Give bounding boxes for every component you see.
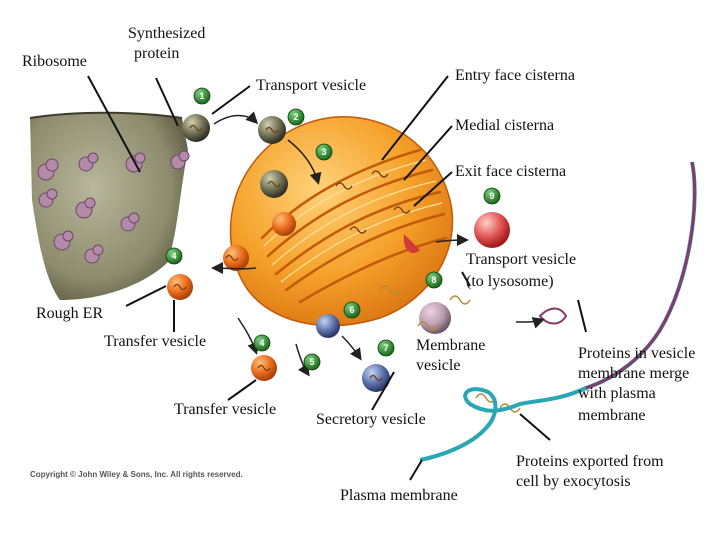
- svg-text:8: 8: [431, 275, 437, 285]
- label-lysosome-vesicle-line2: (to lysosome): [466, 273, 554, 290]
- svg-text:6: 6: [349, 305, 355, 315]
- label-merge-line2: membrane merge: [578, 365, 690, 382]
- label-synthesized-protein-line2: protein: [134, 45, 180, 62]
- svg-text:3: 3: [321, 147, 327, 157]
- svg-text:4: 4: [171, 251, 177, 261]
- step-marker-5: [304, 354, 320, 370]
- step-marker-4: [166, 248, 182, 264]
- label-merge-line4: membrane: [578, 407, 646, 424]
- step-marker-7: [378, 340, 394, 356]
- svg-text:5: 5: [309, 357, 315, 367]
- label-merge-line3: with plasma: [578, 385, 656, 402]
- step-marker-2: [288, 109, 304, 125]
- rough-er-shape: [30, 113, 189, 300]
- label-membrane-vesicle-line2: vesicle: [416, 357, 461, 374]
- svg-text:1: 1: [199, 91, 205, 101]
- svg-text:7: 7: [383, 343, 389, 353]
- label-plasma-membrane: Plasma membrane: [340, 487, 458, 504]
- label-ribosome: Ribosome: [22, 53, 87, 70]
- label-rough-er: Rough ER: [36, 305, 104, 322]
- label-synthesized-protein-line1: Synthesized: [128, 25, 206, 42]
- copyright-notice: Copyright © John Wiley & Sons, Inc. All rights reserved.: [30, 470, 243, 479]
- label-secretory-vesicle: Secretory vesicle: [316, 411, 426, 428]
- golgi-apparatus: [231, 117, 453, 326]
- step-marker-3: [316, 144, 332, 160]
- label-transfer-vesicle-b: Transfer vesicle: [174, 401, 277, 418]
- step-marker-9: [484, 188, 500, 204]
- svg-text:2: 2: [293, 112, 299, 122]
- label-exported-line1: Proteins exported from: [516, 453, 664, 470]
- svg-text:9: 9: [489, 191, 495, 201]
- label-merge-line1: Proteins in vesicle: [578, 345, 696, 362]
- label-exit-face-cisterna: Exit face cisterna: [455, 163, 567, 180]
- label-entry-face-cisterna: Entry face cisterna: [455, 67, 575, 84]
- step-marker-4: [254, 335, 270, 351]
- step-marker-1: [194, 88, 210, 104]
- step-marker-6: [344, 302, 360, 318]
- plasma-membrane-shape: [420, 162, 695, 460]
- label-lysosome-vesicle-line1: Transport vesicle: [466, 251, 577, 268]
- label-medial-cisterna: Medial cisterna: [455, 117, 555, 134]
- label-transport-vesicle: Transport vesicle: [256, 77, 367, 94]
- label-membrane-vesicle-line1: Membrane: [416, 337, 486, 354]
- svg-text:4: 4: [259, 338, 265, 348]
- label-exported-line2: cell by exocytosis: [516, 473, 631, 490]
- label-transfer-vesicle-a: Transfer vesicle: [104, 333, 207, 350]
- step-marker-8: [426, 272, 442, 288]
